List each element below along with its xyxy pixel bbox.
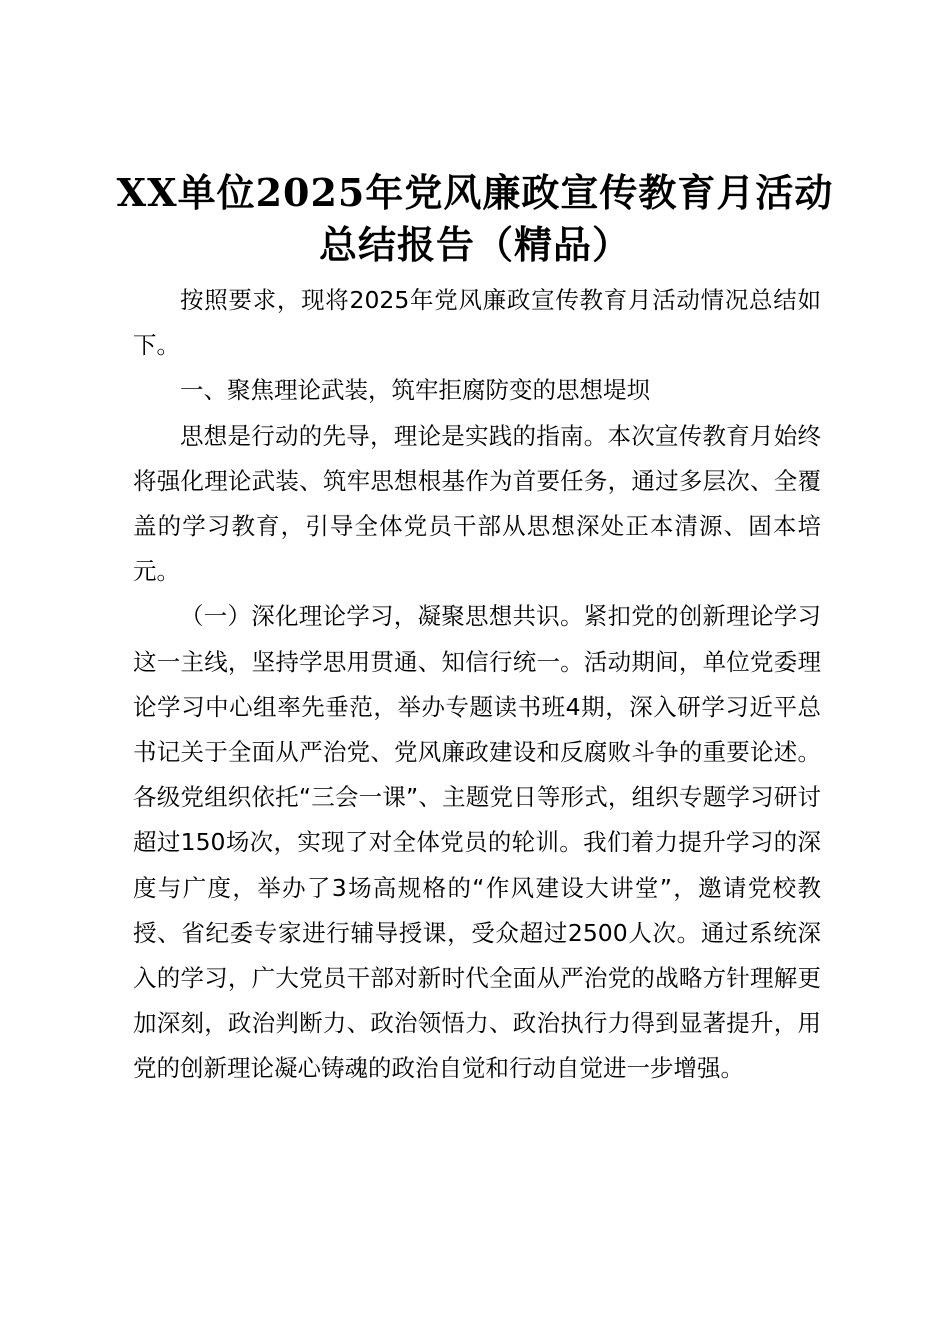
subsection-paragraph: （一）深化理论学习，凝聚思想共识。紧扣党的创新理论学习这一主线，坚持学思用贯通、知信行统一。活动期间，单位党委理论学习中心组率先垂范，举办专题读书班4期，深入研学习近平总书记关于全面从严治党、党风廉政建设和反腐败斗争的重要论述。各级党组织依托“三会一课”、主题党日等形式，组织专题学习研讨超过150场次，实现了对全体党员的轮训。我们着力提升学习的深度与广度，举办了3场高规格的“作风建设大讲堂”，邀请党校教授、省纪委专家进行辅导授课，受众超过2500人次。通过系统深入的学习，广大党员干部对新时代全面从严治党的战略方针理解更加深刻，政治判断力、政治领悟力、政治执行力得到显著提升，用党的创新理论凝心铸魂的政治自觉和行动自觉进一步增强。: [133, 602, 821, 1083]
document-title: XX单位2025年党风廉政宣传教育月活动总结报告（精品）: [116, 170, 834, 267]
intro-paragraph: 按照要求，现将2025年党风廉政宣传教育月活动情况总结如下。: [133, 286, 821, 360]
document-body: [133, 278, 821, 1092]
section-intro-paragraph: 思想是行动的先导，理论是实践的指南。本次宣传教育月始终将强化理论武装、筑牢思想根基作为首要任务，通过多层次、全覆盖的学习教育，引导全体党员干部从思想深处正本清源、固本培元。: [133, 421, 821, 586]
section-heading: 一、聚焦理论武装，筑牢拒腐防变的思想堤坝: [180, 376, 650, 405]
